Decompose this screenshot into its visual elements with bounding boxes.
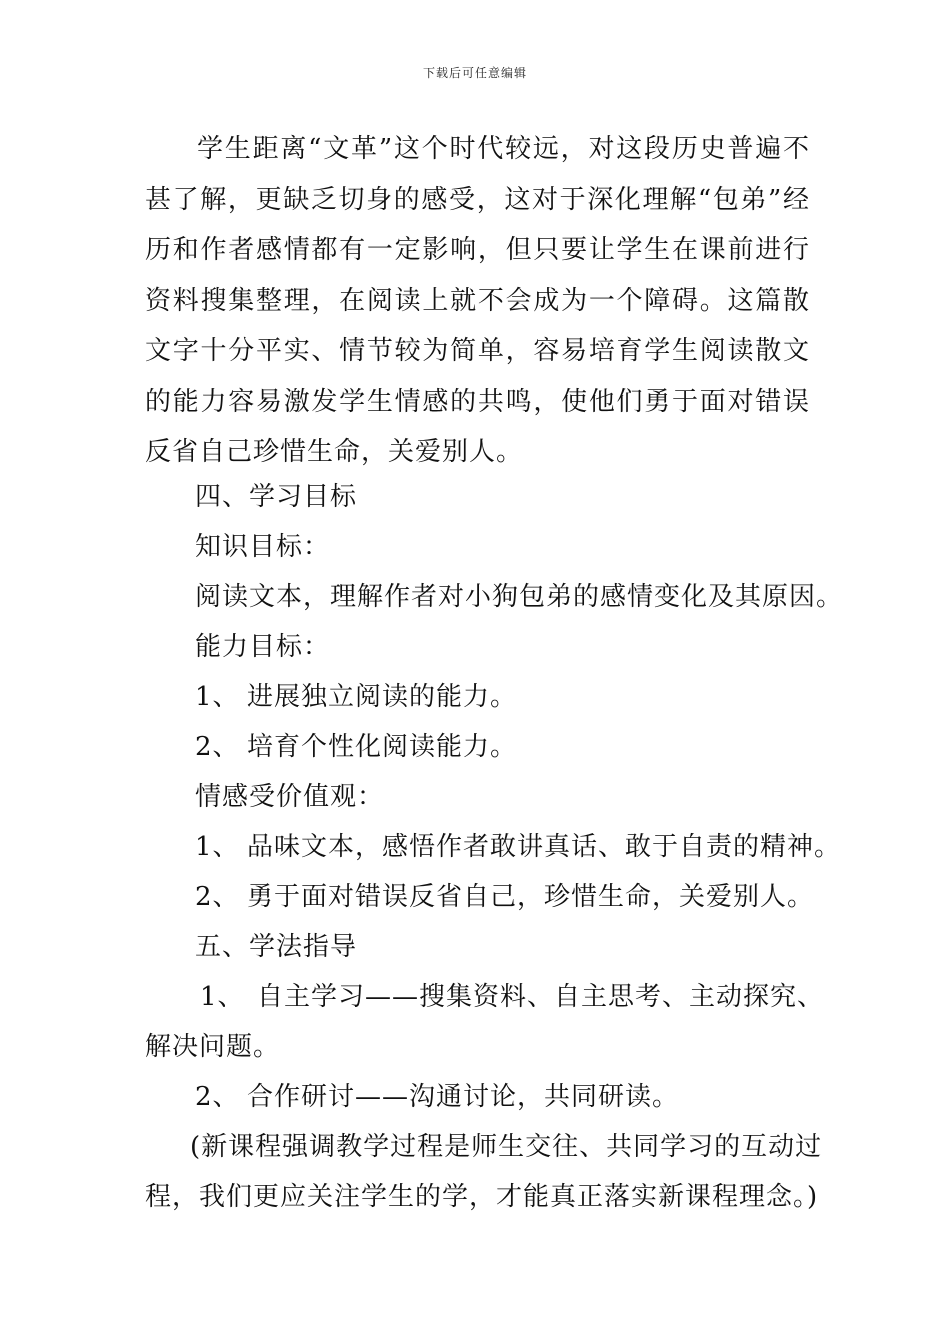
list-item-number: 1、 [200, 982, 245, 1012]
list-item-text: 进展独立阅读的能力。 [247, 682, 518, 712]
emotion-heading: 情感受价值观： [195, 782, 385, 812]
list-item-continuation: 解决问题。 [145, 1032, 281, 1062]
knowledge-heading: 知识目标： [195, 532, 331, 562]
section-heading-4: 四、学习目标 [195, 482, 358, 512]
list-item-text: 品味文本，感悟作者敢讲真话、敢于自责的精神。 [247, 832, 842, 862]
list-item-number: 1、 [195, 832, 240, 862]
list-item [195, 730, 517, 764]
list-item-number: 1、 [195, 682, 240, 712]
section-heading-5: 五、学法指导 [195, 932, 358, 962]
list-item-text: 勇于面对错误反省自己，珍惜生命，关爱别人。 [247, 882, 815, 912]
list-item-number: 2、 [195, 732, 240, 762]
note-line: 程，我们更应关注学生的学，才能真正落实新课程理念。) [145, 1182, 819, 1212]
page-header: 下载后可任意编辑 [422, 66, 527, 80]
list-item-number: 2、 [195, 1082, 240, 1112]
list-item [195, 880, 814, 914]
list-item-number: 2、 [195, 882, 240, 912]
list-item-text: 自主学习——搜集资料、自主思考、主动探究、 [257, 982, 825, 1012]
ability-heading: 能力目标： [195, 632, 331, 662]
list-item-text: 培育个性化阅读能力。 [247, 732, 518, 762]
list-item [195, 830, 841, 864]
intro-paragraph: 学生距离“文革”这个时代较远，对这段历史普遍不甚了解，更缺乏切身的感受，这对于深化理解“包弟”经历和作者感情都有一定影响，但只要让学生在课前进行资料搜集整理，在阅读上就不会成为一个障碍。这篇散文字十分平实、情节较为简单，容易培育学生阅读散文的能力容易激发学生情感的共鸣，使他们勇于面对错误反省自己珍惜生命，关爱别人。 [145, 134, 810, 467]
list-item-text: 合作研讨——沟通讨论，共同研读。 [247, 1082, 680, 1112]
knowledge-text: 阅读文本，理解作者对小狗包弟的感情变化及其原因。 [195, 582, 844, 612]
list-item [195, 680, 517, 714]
note-line: (新课程强调教学过程是师生交往、共同学习的互动过 [190, 1132, 823, 1162]
list-item [195, 1080, 679, 1114]
list-item [200, 980, 824, 1014]
